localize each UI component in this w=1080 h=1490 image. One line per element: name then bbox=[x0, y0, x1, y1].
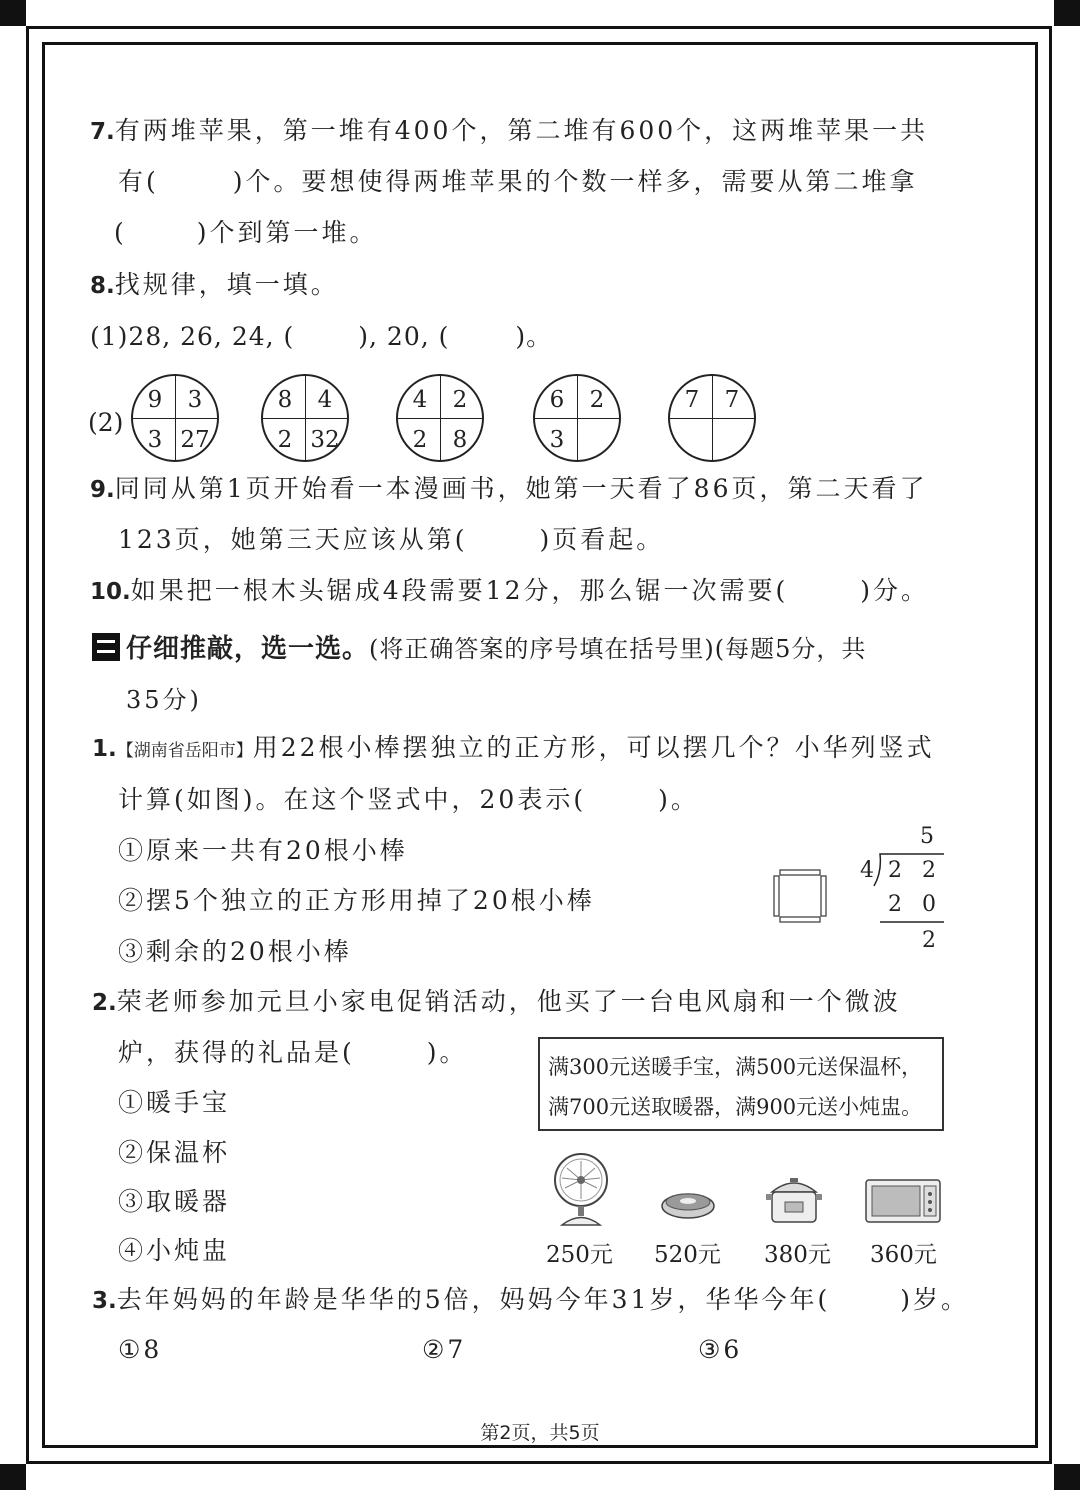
pattern-circle-4 bbox=[533, 374, 621, 462]
c3-option-1[interactable]: ①8 bbox=[118, 1335, 163, 1364]
section2-title: 仔细推敲，选一选。 bbox=[126, 634, 370, 664]
c1-number: 1. bbox=[92, 736, 117, 762]
c2-line2: 炉，获得的礼品是( )。 bbox=[118, 1038, 468, 1067]
c1-option-2[interactable]: ②摆5个独立的正方形用掉了20根小棒 bbox=[118, 886, 595, 915]
division-bracket bbox=[870, 852, 950, 928]
c3-option-3[interactable]: ③6 bbox=[698, 1335, 743, 1364]
c2-option-2[interactable]: ②保温杯 bbox=[118, 1138, 231, 1167]
circle-4-top-left: 6 bbox=[549, 387, 565, 413]
q8-part1: (1)28, 26, 24, ( ), 20, ( )。 bbox=[90, 322, 553, 351]
circle-5-answer-blank-2[interactable] bbox=[710, 418, 754, 462]
robot-vacuum-icon bbox=[660, 1188, 716, 1222]
division-dividend-tens: 2 bbox=[888, 858, 902, 883]
circle-1-top-right: 3 bbox=[187, 387, 203, 413]
promotion-line-1: 满300元送暖手宝，满500元送保温杯， bbox=[548, 1055, 923, 1079]
price-vacuum: 520元 bbox=[654, 1242, 721, 1268]
q7-line3: ( )个到第一堆。 bbox=[114, 218, 378, 247]
q8-title: 8.找规律，填一填。 bbox=[90, 270, 339, 299]
q7-number: 7. bbox=[90, 119, 115, 145]
q9-line1: 9.同同从第1页开始看一本漫画书，她第一天看了86页，第二天看了 bbox=[90, 474, 928, 503]
promotion-line-2: 满700元送取暖器，满900元送小炖盅。 bbox=[548, 1095, 923, 1119]
microwave-icon bbox=[864, 1178, 942, 1224]
electric-fan-icon bbox=[550, 1152, 612, 1228]
corner-mark-tr bbox=[1054, 0, 1080, 26]
circle-4-answer-blank[interactable] bbox=[575, 418, 619, 462]
c1-option-1[interactable]: ①原来一共有20根小棒 bbox=[118, 836, 408, 865]
division-divisor: 4 bbox=[860, 858, 874, 883]
q7-line2: 有( )个。要想使得两堆苹果的个数一样多，需要从第二堆拿 bbox=[118, 167, 918, 196]
price-fan: 250元 bbox=[546, 1242, 613, 1268]
circle-2-bottom-right: 32 bbox=[310, 427, 340, 453]
section2-header bbox=[92, 633, 866, 664]
price-microwave: 360元 bbox=[870, 1242, 937, 1268]
c1-option-3[interactable]: ③剩余的20根小棒 bbox=[118, 937, 352, 966]
corner-mark-br bbox=[1054, 1464, 1080, 1490]
pattern-circle-1 bbox=[131, 374, 219, 462]
division-dividend-ones: 2 bbox=[922, 858, 936, 883]
q9-line2: 123页，她第三天应该从第( )页看起。 bbox=[118, 525, 665, 554]
circle-3-bottom-left: 2 bbox=[412, 427, 428, 453]
pattern-circle-3 bbox=[396, 374, 484, 462]
circle-5-top-right: 7 bbox=[724, 387, 740, 413]
circle-2-top-right: 4 bbox=[317, 387, 333, 413]
circle-5-top-left: 7 bbox=[684, 387, 700, 413]
division-subtract-tens: 2 bbox=[888, 892, 902, 917]
circle-5-answer-blank-1[interactable] bbox=[670, 418, 714, 462]
rice-cooker-icon bbox=[766, 1172, 822, 1226]
circle-3-top-left: 4 bbox=[412, 387, 428, 413]
circle-3-bottom-right: 8 bbox=[452, 427, 468, 453]
circle-1-bottom-right: 27 bbox=[180, 427, 210, 453]
pattern-circle-5 bbox=[668, 374, 756, 462]
pattern-circle-2 bbox=[261, 374, 349, 462]
circle-3-top-right: 2 bbox=[452, 387, 468, 413]
corner-mark-bl bbox=[0, 1464, 26, 1490]
corner-mark-tl bbox=[0, 0, 26, 26]
circle-4-top-right: 2 bbox=[589, 387, 605, 413]
c1-source-tag: 【湖南省岳阳市】 bbox=[116, 741, 253, 761]
c1-line1: 1.【湖南省岳阳市】用22根小棒摆独立的正方形，可以摆几个？小华列竖式 bbox=[92, 733, 935, 762]
stick-square-icon bbox=[772, 868, 828, 924]
page-number: 第2页，共5页 bbox=[480, 1422, 600, 1444]
circle-1-top-left: 9 bbox=[147, 387, 163, 413]
division-remainder: 2 bbox=[922, 928, 936, 953]
q8-number: 8. bbox=[90, 273, 115, 299]
circle-1-bottom-left: 3 bbox=[147, 427, 163, 453]
section2-desc: (将正确答案的序号填在括号里)(每题5分，共 bbox=[369, 635, 867, 663]
c2-option-4[interactable]: ④小炖盅 bbox=[118, 1236, 231, 1265]
c2-option-1[interactable]: ①暖手宝 bbox=[118, 1088, 231, 1117]
q8-part2-label: (2) bbox=[88, 408, 124, 437]
section-two-icon bbox=[92, 633, 120, 661]
circle-2-top-left: 8 bbox=[277, 387, 293, 413]
c2-number: 2. bbox=[92, 990, 117, 1016]
price-rice-cooker: 380元 bbox=[764, 1242, 831, 1268]
q10-line1: 10.如果把一根木头锯成4段需要12分，那么锯一次需要( )分。 bbox=[90, 576, 929, 605]
division-quotient: 5 bbox=[920, 824, 934, 849]
c2-line1: 2.荣老师参加元旦小家电促销活动，他买了一台电风扇和一个微波 bbox=[92, 987, 901, 1016]
c3-number: 3. bbox=[92, 1288, 117, 1314]
promotion-box bbox=[538, 1037, 944, 1131]
c3-option-2[interactable]: ②7 bbox=[422, 1335, 467, 1364]
c1-line2: 计算(如图)。在这个竖式中，20表示( )。 bbox=[118, 785, 699, 814]
circle-2-bottom-left: 2 bbox=[277, 427, 293, 453]
q10-number: 10. bbox=[90, 579, 131, 605]
c3-line1: 3.去年妈妈的年龄是华华的5倍，妈妈今年31岁，华华今年( )岁。 bbox=[92, 1285, 969, 1314]
q7-line1: 7.有两堆苹果，第一堆有400个，第二堆有600个，这两堆苹果一共 bbox=[90, 116, 929, 145]
division-subtract-ones: 0 bbox=[922, 892, 936, 917]
circle-4-bottom-left: 3 bbox=[549, 427, 565, 453]
q9-number: 9. bbox=[90, 477, 115, 503]
c2-option-3[interactable]: ③取暖器 bbox=[118, 1187, 231, 1216]
section2-desc-line2: 35分) bbox=[126, 686, 202, 714]
